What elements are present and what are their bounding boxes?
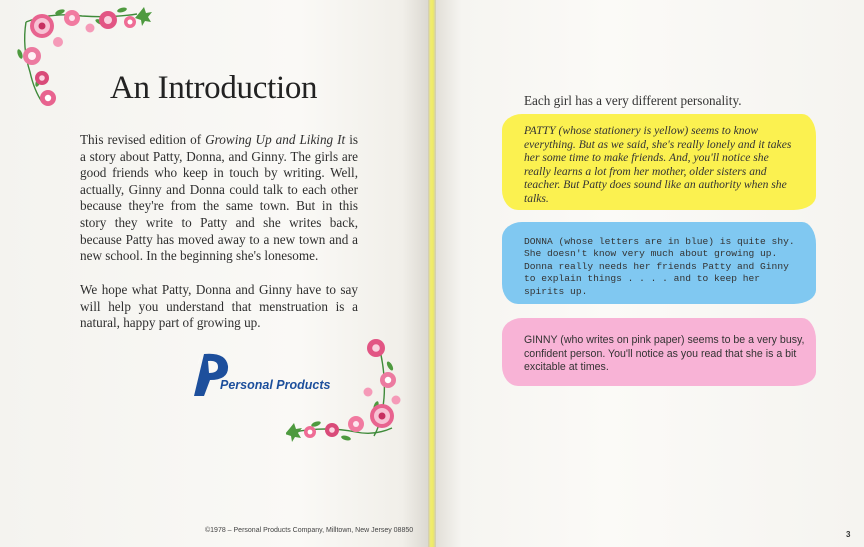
patty-box — [502, 114, 816, 210]
book-gutter — [428, 0, 436, 547]
flower-corner-bottom-right — [286, 336, 416, 446]
page-title: An Introduction — [110, 70, 318, 106]
intro-text-rest: is a story about Patty, Donna, and Ginny. The girls are good friends who keep in touch by writing. Well, actually, Ginny and Donna could talk to each other because they're from the same town. But in this story they write to Patty and she writes back, because Patty has moved away to a new town and a new school. In the beginning she's lonesome. — [80, 132, 358, 264]
copyright-notice: ©1978 – Personal Products Company, Milltown, New Jersey 08850 — [205, 527, 414, 534]
purpose-paragraph: We hope what Patty, Donna and Ginny have to say will help you understand that menstruation is a natural, happy part of growing up. — [80, 282, 358, 331]
ginny-box — [502, 318, 816, 386]
intro-paragraph — [80, 132, 358, 265]
patty-description: PATTY (whose stationery is yellow) seems to know everything. But as we said, she's really lonely and it takes her some time to make friends. And, you'll notice she really learns a lot from her mother, older sisters and teacher. But Patty does sound like an authority when she talks. — [524, 124, 792, 205]
page-number: 3 — [846, 530, 851, 539]
donna-description: DONNA (whose letters are in blue) is quite shy. She doesn't know very much about growing up. Donna really needs her friends Patty and Ginny to explain things . . . . and to keep her spirits up. — [524, 236, 795, 297]
intro-text-start: This revised edition of — [80, 132, 206, 147]
personality-intro: Each girl has a very different personality. — [524, 93, 742, 108]
book-title: Growing Up and Liking It — [205, 132, 346, 147]
logo-wordmark: Personal Products — [220, 378, 331, 392]
right-page — [436, 0, 864, 547]
ginny-description: GINNY (who writes on pink paper) seems to be a very busy, confident person. You'll notice as you read that she is a bit excitable at times. — [524, 334, 805, 374]
left-page — [0, 0, 428, 547]
donna-box — [502, 222, 816, 304]
